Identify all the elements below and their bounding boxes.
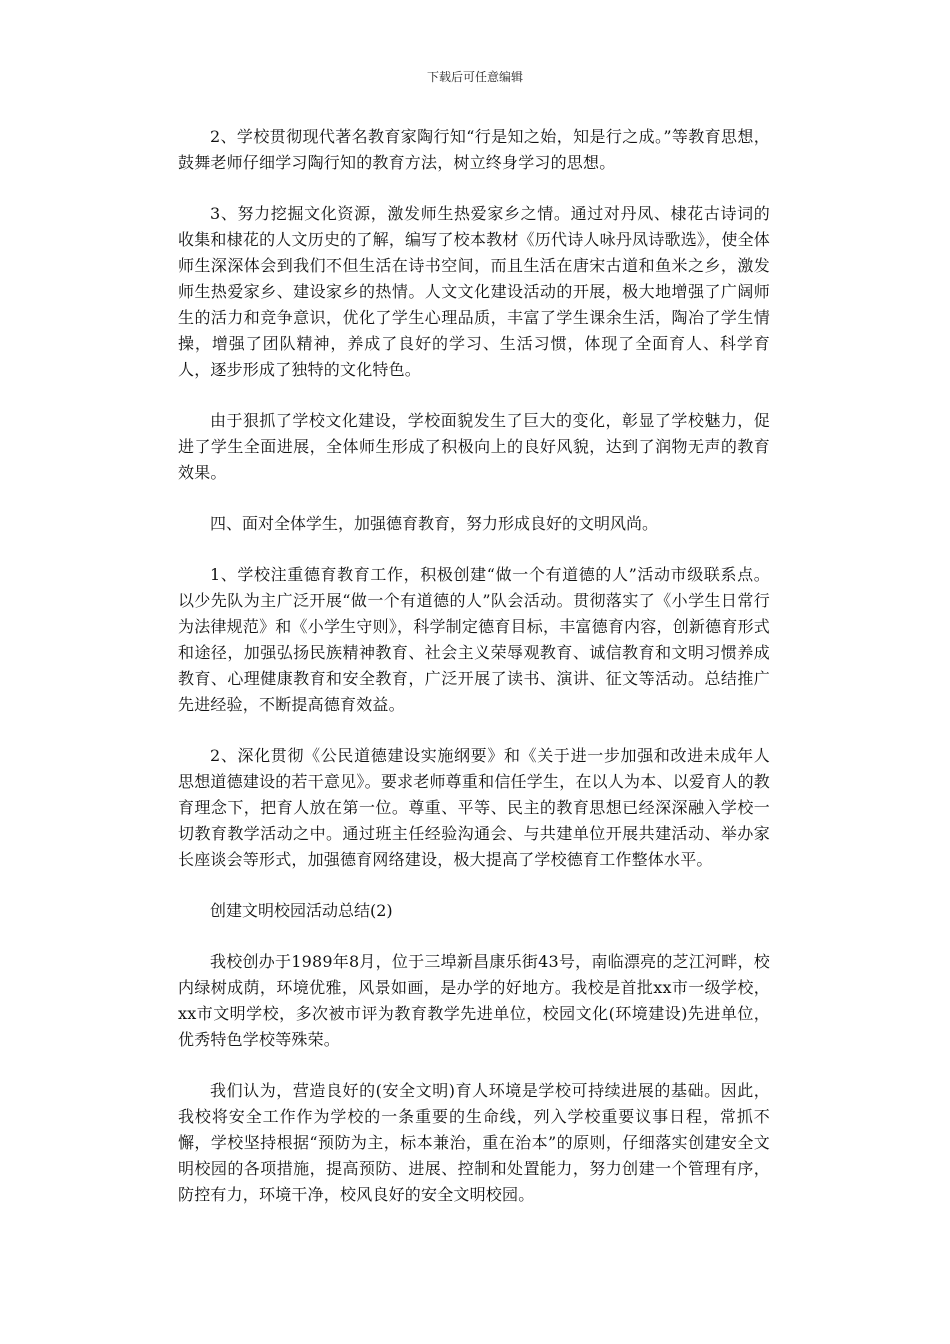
paragraph-9: 我们认为，营造良好的(安全文明)育人环境是学校可持续进展的基础。因此，我校将安全工作作为学校的一条重要的生命线，列入学校重要议事日程，常抓不懈，学校坚持根据“预防为主，标本兼治，重在治本”的原则，仔细落实创建安全文明校园的各项措施，提高预防、进展、控制和处置能力，努力创建一个管理有序，防控有力，环境干净，校风良好的安全文明校园。 [178,1081,770,1204]
section-title: 创建文明校园活动总结(2) [210,901,393,920]
page-header: 下载后可任意编辑 [426,70,523,84]
section-heading-4: 四、面对全体学生，加强德育教育，努力形成良好的文明风尚。 [210,514,659,533]
paragraph-1: 2、学校贯彻现代著名教育家陶行知“行是知之始，知是行之成。”等教育思想，鼓舞老师仔细学习陶行知的教育方法，树立终身学习的思想。 [178,127,770,172]
paragraph-8: 我校创办于1989年8月，位于三埠新昌康乐街43号，南临漂亮的芝江河畔，校内绿树成荫，环境优雅，风景如画，是办学的好地方。我校是首批xx市一级学校，xx市文明学校，多次被市评为教育教学先进单位，校园文化(环境建设)先进单位，优秀特色学校等殊荣。 [178,952,770,1049]
paragraph-6: 2、深化贯彻《公民道德建设实施纲要》和《关于进一步加强和改进未成年人思想道德建设的若干意见》。要求老师尊重和信任学生，在以人为本、以爱育人的教育理念下，把育人放在第一位。尊重、平等、民主的教育思想已经深深融入学校一切教育教学活动之中。通过班主任经验沟通会、与共建单位开展共建活动、举办家长座谈会等形式，加强德育网络建设，极大提高了学校德育工作整体水平。 [178,746,770,869]
paragraph-5: 1、学校注重德育教育工作，积极创建“做一个有道德的人”活动市级联系点。以少先队为主广泛开展“做一个有道德的人”队会活动。贯彻落实了《小学生日常行为法律规范》和《小学生守则》，科学制定德育目标，丰富德育内容，创新德育形式和途径，加强弘扬民族精神教育、社会主义荣辱观教育、诚信教育和文明习惯养成教育、心理健康教育和安全教育，广泛开展了读书、演讲、征文等活动。总结推广先进经验，不断提高德育效益。 [178,565,770,714]
document-body [178,124,770,1233]
paragraph-2: 3、努力挖掘文化资源，激发师生热爱家乡之情。通过对丹凤、棣花古诗词的收集和棣花的人文历史的了解，编写了校本教材《历代诗人咏丹凤诗歌选》，使全体师生深深体会到我们不但生活在诗书空间，而且生活在唐宋古道和鱼米之乡，激发师生热爱家乡、建设家乡的热情。人文文化建设活动的开展，极大地增强了广阔师生的活力和竞争意识，优化了学生心理品质，丰富了学生课余生活，陶冶了学生情操，增强了团队精神，养成了良好的学习、生活习惯，体现了全面育人、科学育人，逐步形成了独特的文化特色。 [178,204,770,379]
paragraph-3: 由于狠抓了学校文化建设，学校面貌发生了巨大的变化，彰显了学校魅力，促进了学生全面进展，全体师生形成了积极向上的良好风貌，达到了润物无声的教育效果。 [178,411,770,482]
